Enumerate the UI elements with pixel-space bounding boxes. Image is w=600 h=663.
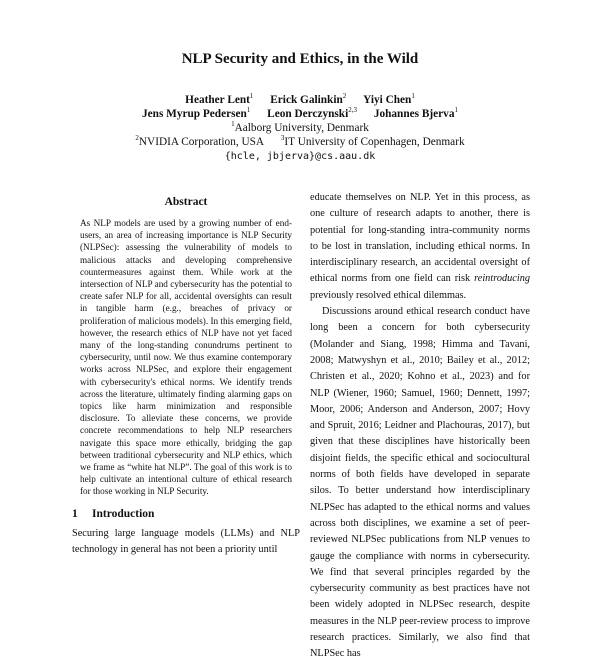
affiliation-text: IT University of Copenhagen, Denmark — [284, 136, 465, 148]
author-affil-mark: 1 — [246, 106, 251, 114]
introduction-text: Securing large language models (LLMs) and NLP technology in general has not been a priority until — [72, 527, 300, 555]
paragraph-1-text-a: educate themselves on NLP. Yet in this process, as one culture of research adapts to another, there is potential for long-standing intra-community norms to be lost in translation, including ethical norms. In interdisciplinary research, an accidental oversight of ethical norms from one field can risk — [310, 192, 530, 285]
affiliation-line-2 — [0, 135, 600, 149]
left-column — [72, 196, 300, 558]
affiliation-mark: 1 — [231, 120, 235, 128]
author-name: Leon Derczynski — [267, 108, 349, 120]
right-column — [310, 190, 530, 663]
affiliation-line-1 — [0, 121, 600, 135]
author-line-2 — [0, 107, 600, 121]
paragraph-2: Discussions around ethical research conduct have long been a concern for both cybersecurity (Molander and Siang, 1998; Himma and Tavani, 2008; Matwyshyn et al., 2010; Bailey et al., 2012; Christen et al., 2020; Kohno et al., 2023) and for NLP (Wiener, 1960; Samuel, 1960; Dennett, 1997; Moor, 2006; Anderson and Anderson, 2007; Hovy and Spruit, 2016; Leidner and Plachouras, 2017), but given that these disciplines have historically been disjoint fields, the specific ethical and sociocultural norms of both fields have developed in separate silos. To better understand how interdisciplinary NLPSec has adapted to the ethical norms and values across both disciplines, we examine a set of peer-reviewed NLPSec publications from NLP venues to gauge the compliance with norms in cybersecurity. We find that several principles regarded by the cybersecurity community as best practices have not been widely adopted in NLPSec research, despite measures in the NLP peer-review process to improve research practices. Similarly, we also find that NLPSec has — [310, 306, 530, 660]
author-name: Johannes Bjerva — [373, 108, 455, 120]
paper-title: NLP Security and Ethics, in the Wild — [181, 51, 419, 67]
affiliation-text: Aalborg University, Denmark — [234, 122, 369, 134]
section-number: 1 — [72, 507, 78, 520]
author-name: Jens Myrup Pedersen — [142, 108, 247, 120]
author-affil-mark: 1 — [454, 106, 458, 114]
author-affil-mark: 1 — [249, 92, 254, 100]
emphasized-word: reintroducing — [474, 273, 530, 285]
author-name: Heather Lent — [185, 94, 250, 106]
section-heading-introduction — [72, 508, 300, 520]
author-affil-mark: 1 — [411, 92, 415, 100]
affiliation-text: NVIDIA Corporation, USA — [138, 136, 265, 148]
author-line-1 — [0, 93, 600, 107]
affiliation-mark: 3 — [280, 134, 285, 142]
abstract-heading: Abstract — [164, 196, 208, 208]
paragraph-1 — [310, 190, 530, 304]
author-name: Yiyi Chen — [363, 94, 412, 106]
author-affil-mark: 2 — [342, 92, 347, 100]
paragraph-1-text-b: previously resolved ethical dilemmas. — [310, 289, 467, 301]
author-block — [0, 93, 600, 164]
author-name: Erick Galinkin — [270, 94, 343, 106]
author-affil-mark: 2,3 — [348, 106, 357, 114]
affiliation-mark: 2 — [135, 134, 139, 142]
section-title: Introduction — [92, 507, 155, 520]
email-line — [0, 149, 600, 164]
author-email: {hcle, jbjerva}@cs.aau.dk — [224, 151, 376, 162]
abstract-text: As NLP models are used by a growing number of end-users, an area of increasing importance is NLP Security (NLPSec): assessing the vulnerability of models to malicious attacks and developing comprehensive countermeasures against them. While work at the intersection of NLP and cybersecurity has the potential to create safer NLP for all, accidental oversights can result in tangible harm (e.g., breaches of privacy or proliferation of malicious models). In this emerging field, however, the research ethics of NLP have not yet faced many of the long-standing conundrums pertinent to cybersecurity, until now. We thus examine contemporary works across NLPSec, and explore their engagement with cybersecurity's ethical norms. We identify trends across the literature, ultimately finding alarming gaps on topics like harm minimization and responsible disclosure. To alleviate these concerns, we provide concrete recommendations to help NLP researchers navigate this space more ethically, bridging the gap between traditional cybersecurity and NLP ethics, which we frame as “white hat NLP”. The goal of this work is to help cultivate an intentional culture of ethical research for those working in NLP Security. — [80, 218, 292, 497]
